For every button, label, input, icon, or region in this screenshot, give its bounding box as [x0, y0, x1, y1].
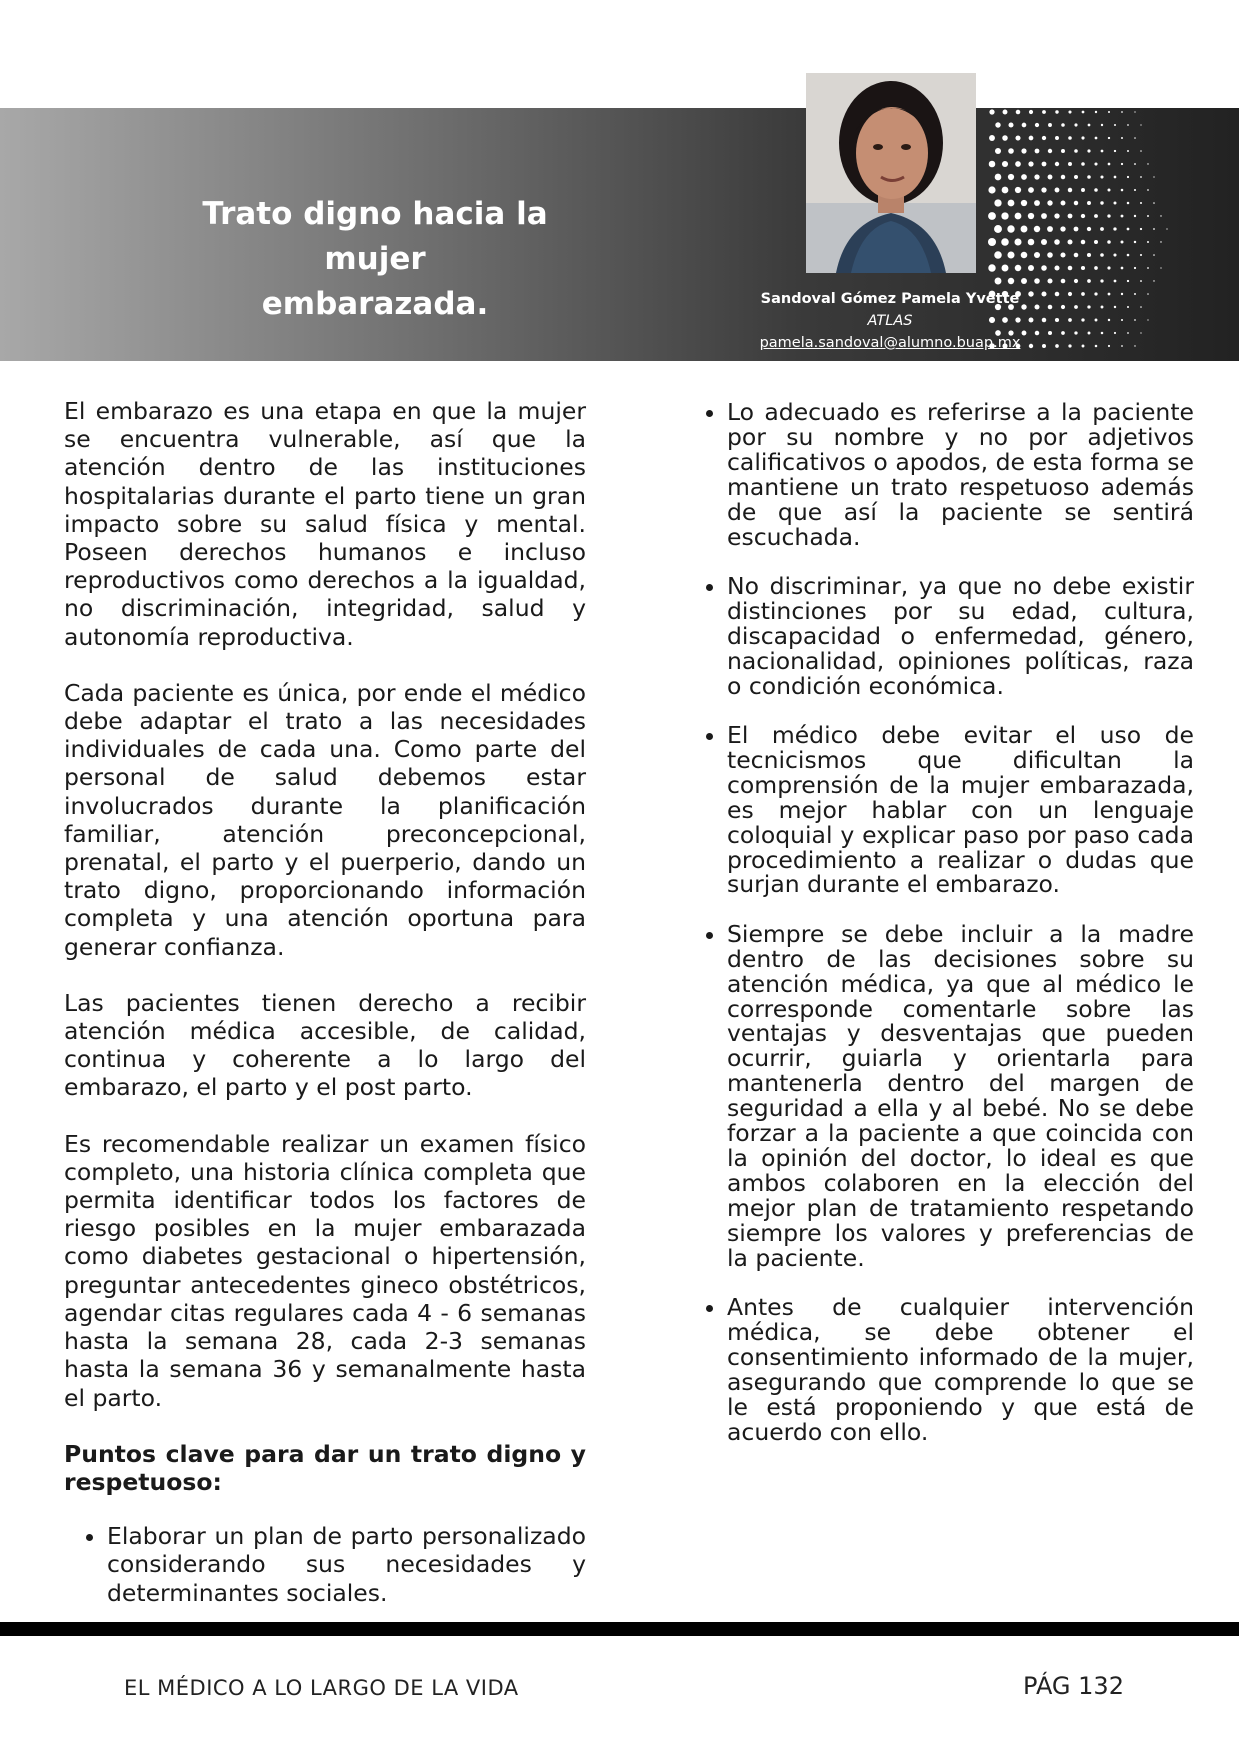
left-column [64, 397, 586, 1631]
author-block [720, 288, 1060, 354]
halftone-dot [1108, 293, 1111, 296]
halftone-dot [1042, 162, 1047, 167]
halftone-dot [1134, 137, 1136, 139]
paragraph: Cada paciente es única, por ende el médico debe adaptar el trato a las necesidades individuales de cada una. Como parte del personal de salud debemos estar involucrados durante la planificación familiar, atención preconcepcional, prenatal, el parto y el puerperio, dando un trato digno, proporcionando información completa y una atención oportuna para generar confianza. [64, 678, 586, 961]
halftone-dot [1074, 253, 1079, 258]
halftone-dot [1041, 265, 1047, 271]
halftone-dot [1048, 123, 1052, 127]
halftone-dot [1108, 111, 1110, 113]
halftone-dot [1094, 214, 1098, 218]
halftone-dot [1074, 331, 1077, 334]
halftone-dot [1008, 148, 1014, 154]
halftone-dot [1007, 225, 1014, 232]
halftone-dot [1107, 214, 1110, 217]
halftone-dot [1134, 241, 1136, 243]
halftone-dot [988, 264, 995, 271]
halftone-dot [1108, 137, 1110, 139]
halftone-dot [1061, 331, 1065, 335]
halftone-dot [1134, 163, 1136, 165]
halftone-dot [1061, 305, 1065, 309]
halftone-dot [1034, 200, 1040, 206]
halftone-dot [1087, 175, 1091, 179]
halftone-dot [1081, 240, 1086, 245]
halftone-dot [989, 109, 994, 114]
footer-divider [0, 1622, 1239, 1636]
halftone-dot [1048, 175, 1053, 180]
author-email-link[interactable]: pamela.sandoval@alumno.buap.mx [759, 335, 1021, 351]
halftone-dot [1002, 187, 1009, 194]
halftone-dot [1121, 241, 1124, 244]
halftone-dot [1153, 254, 1155, 256]
halftone-dot [1147, 215, 1149, 217]
halftone-dot [1114, 202, 1117, 205]
halftone-dot [1087, 149, 1090, 152]
halftone-dot [1016, 110, 1021, 115]
paragraph: El embarazo es una etapa en que la mujer se encuentra vulnerable, así que la atención dentro de las instituciones hospitalarias durante el parto tiene un gran impacto sobre su salud física y mental. Poseen derechos humanos e incluso reproductivos como derechos a la igualdad, no discriminación, integridad, salud y autonomía reproductiva. [64, 397, 586, 651]
halftone-dot [1081, 318, 1084, 321]
paragraph: Es recomendable realizar un examen físico completo, una historia clínica completa que permita identificar todos los factores de riesgo posibles en la mujer embarazada como diabetes gestacional o hipertensión, preguntar antecedentes gineco obstétricos, agendar citas regulares cada 4 - 6 semanas hasta la semana 28, cada 2-3 semanas hasta la semana 36 y semanalmente hasta el parto. [64, 1129, 586, 1412]
halftone-dot [1121, 111, 1123, 113]
halftone-dot [1054, 265, 1059, 270]
halftone-dot [1153, 228, 1155, 230]
halftone-dot [995, 174, 1002, 181]
halftone-dot [1047, 252, 1053, 258]
halftone-dot [1081, 136, 1084, 139]
list-item: • Antes de cualquier intervención médica, se debe obtener el consentimiento informado de la mujer, asegurando que comprende lo que se le está proponiendo y que está de acuerdo con ello. [727, 1295, 1194, 1444]
halftone-dot [1108, 163, 1111, 166]
halftone-dot [1015, 213, 1022, 220]
halftone-dot [994, 251, 1002, 259]
halftone-dot [1081, 292, 1085, 296]
list-item: • Lo adecuado es referirse a la paciente por su nombre y no por adjetivos calificativos o apodos, de esta forma se mantiene un trato respetuoso además de que así la paciente se sentirá escuchada. [727, 400, 1194, 549]
halftone-dot [1002, 161, 1008, 167]
halftone-dot [1140, 176, 1142, 178]
author-photo [806, 73, 976, 273]
key-points-list-continued [698, 400, 1194, 1444]
article-title-line2: embarazada. [261, 286, 489, 322]
halftone-dot [1153, 202, 1155, 204]
page-number: PÁG 132 [1023, 1672, 1124, 1700]
halftone-dot [1121, 345, 1123, 347]
halftone-dot [1034, 252, 1040, 258]
halftone-dot [1127, 280, 1129, 282]
halftone-dot [1008, 278, 1014, 284]
halftone-dot [1087, 201, 1091, 205]
halftone-dot [1127, 150, 1129, 152]
halftone-dot [1081, 214, 1085, 218]
halftone-dot [1054, 213, 1059, 218]
halftone-dot [988, 238, 996, 246]
halftone-dot [1114, 124, 1116, 126]
halftone-dot [1001, 238, 1009, 246]
halftone-dot [1127, 332, 1129, 334]
halftone-dot [1121, 189, 1124, 192]
halftone-dot [1035, 123, 1039, 127]
halftone-dot [1042, 110, 1046, 114]
halftone-dot [1060, 226, 1065, 231]
halftone-dot [1001, 212, 1008, 219]
halftone-dot [1147, 319, 1148, 320]
halftone-dot [1028, 187, 1034, 193]
halftone-dot [1087, 305, 1090, 308]
halftone-dot [1101, 150, 1104, 153]
halftone-dot [1114, 332, 1116, 334]
halftone-dot [1140, 202, 1142, 204]
halftone-dot [1029, 110, 1033, 114]
halftone-dot [1100, 175, 1103, 178]
halftone-dot [1003, 110, 1008, 115]
halftone-dot [1034, 278, 1040, 284]
halftone-dot [1160, 241, 1161, 242]
halftone-dot [1166, 228, 1167, 229]
halftone-dot [1087, 279, 1091, 283]
right-column [698, 400, 1194, 1469]
halftone-dot [1021, 252, 1028, 259]
halftone-dot [995, 148, 1001, 154]
halftone-dot [1021, 174, 1027, 180]
halftone-dot [1055, 136, 1059, 140]
halftone-dot [1107, 266, 1110, 269]
halftone-dot [1061, 279, 1066, 284]
halftone-dot [1127, 254, 1130, 257]
halftone-dot [989, 161, 996, 168]
halftone-dot [1007, 251, 1014, 258]
halftone-dot [988, 186, 995, 193]
halftone-dot [1095, 345, 1098, 348]
halftone-dot [1074, 201, 1078, 205]
halftone-dot [1134, 293, 1136, 295]
halftone-dot [1134, 319, 1136, 321]
halftone-dot [1047, 278, 1052, 283]
halftone-dot [1114, 280, 1117, 283]
halftone-dot [1074, 227, 1079, 232]
halftone-dot [1034, 174, 1039, 179]
halftone-dot [1121, 319, 1123, 321]
halftone-dot [1028, 265, 1034, 271]
halftone-dot [1061, 123, 1065, 127]
halftone-dot [1100, 201, 1103, 204]
halftone-dot [1147, 241, 1149, 243]
halftone-dot [1015, 187, 1021, 193]
halftone-dot [989, 135, 995, 141]
halftone-dot [1074, 149, 1078, 153]
halftone-dot [1134, 111, 1135, 112]
halftone-dot [1034, 226, 1040, 232]
halftone-dot [1035, 149, 1040, 154]
halftone-dot [1140, 306, 1142, 308]
halftone-dot [1068, 292, 1072, 296]
halftone-dot [1140, 124, 1141, 125]
halftone-dot [1061, 149, 1065, 153]
halftone-dot [1021, 278, 1027, 284]
halftone-dot [1094, 162, 1097, 165]
halftone-dot [1160, 215, 1161, 216]
halftone-dot [1127, 202, 1130, 205]
halftone-dot [1029, 136, 1034, 141]
halftone-dot [1107, 188, 1110, 191]
halftone-dot [1121, 267, 1124, 270]
halftone-dot [1015, 265, 1021, 271]
halftone-dot [1054, 239, 1060, 245]
halftone-dot [1147, 163, 1148, 164]
author-name: Sandoval Gómez Pamela Yvette [760, 291, 1020, 307]
article-title [150, 192, 600, 327]
halftone-dot [1060, 252, 1065, 257]
halftone-dot [1082, 345, 1085, 348]
halftone-dot [1015, 135, 1020, 140]
halftone-dot [995, 278, 1002, 285]
halftone-dot [1140, 332, 1141, 333]
halftone-dot [1042, 136, 1046, 140]
article-title-line1: Trato digno hacia la mujer [202, 196, 548, 277]
halftone-dot [1095, 111, 1097, 113]
halftone-dot [994, 199, 1001, 206]
paragraph: Las pacientes tienen derecho a recibir atención médica accesible, de calidad, continua y coherente a lo largo del embarazo, el parto y el post parto. [64, 988, 586, 1102]
halftone-dot [1087, 253, 1091, 257]
halftone-dot [1147, 293, 1149, 295]
halftone-dot [1108, 345, 1110, 347]
author-affiliation: ATLAS [867, 313, 913, 329]
halftone-dot [1068, 162, 1072, 166]
halftone-dot [1113, 227, 1116, 230]
key-points-list [64, 1522, 586, 1607]
halftone-dot [1121, 293, 1123, 295]
list-item: • Siempre se debe incluir a la madre dentro de las decisiones sobre su atención médica, ya que al médico le corresponde comentarle sobre las ventajas y desventajas que pueden ocurrir, guiarla y orientarla para mantenerla dentro del margen de seguridad a ella y al bebé. No se debe forzar a la paciente a que coincida con la opinión del doctor, lo ideal es que ambos colaboren en la elección del mejor plan de tratamiento respetando siempre los valores y preferencias de la paciente. [727, 922, 1194, 1271]
publication-name: EL MÉDICO A LO LARGO DE LA VIDA [124, 1676, 519, 1700]
halftone-dot [1021, 226, 1028, 233]
halftone-dot [1068, 110, 1071, 113]
halftone-dot [1068, 344, 1071, 347]
halftone-dot [1081, 188, 1085, 192]
halftone-dot [1127, 176, 1129, 178]
halftone-dot [1094, 292, 1097, 295]
halftone-dot [1140, 228, 1142, 230]
halftone-dot [1021, 148, 1026, 153]
halftone-dot [1127, 306, 1129, 308]
halftone-dot [1121, 137, 1123, 139]
halftone-dot [1047, 200, 1052, 205]
halftone-dot [1121, 215, 1124, 218]
key-points-heading: Puntos clave para dar un trato digno y respetuoso: [64, 1439, 586, 1496]
halftone-dot [1068, 214, 1073, 219]
halftone-dot [1008, 174, 1014, 180]
halftone-dot [1028, 239, 1035, 246]
halftone-dot [1074, 305, 1078, 309]
halftone-dot [1095, 319, 1098, 322]
halftone-dot [1147, 267, 1149, 269]
halftone-dot [1114, 176, 1117, 179]
halftone-dot [1114, 306, 1116, 308]
halftone-dot [1087, 227, 1091, 231]
halftone-dot [1094, 188, 1098, 192]
halftone-dot [1028, 161, 1033, 166]
halftone-dot [1134, 345, 1135, 346]
halftone-dot [1100, 227, 1104, 231]
halftone-dot [1134, 267, 1136, 269]
halftone-dot [1074, 175, 1078, 179]
halftone-dot [1008, 122, 1013, 127]
halftone-dot [1127, 228, 1130, 231]
halftone-dot [1107, 240, 1111, 244]
halftone-dot [1147, 189, 1149, 191]
list-item: • El médico debe evitar el uso de tecnicismos que dificultan la comprensión de la mujer embarazada, es mejor hablar con un lenguaje coloquial y explicar paso por paso cada procedimiento a realizar o dudas que surjan durante el embarazo. [727, 723, 1194, 897]
halftone-dot [1095, 137, 1098, 140]
halftone-dot [1068, 188, 1072, 192]
halftone-dot [1055, 110, 1058, 113]
halftone-dot [1101, 124, 1103, 126]
halftone-dot [1160, 267, 1161, 268]
halftone-dot [1108, 319, 1110, 321]
halftone-dot [1068, 318, 1072, 322]
halftone-dot [1014, 238, 1021, 245]
halftone-dot [1114, 150, 1116, 152]
halftone-dot [1121, 163, 1123, 165]
halftone-dot [1140, 150, 1142, 152]
list-item: • Elaborar un plan de parto personalizado considerando sus necesidades y determinantes sociales. [107, 1522, 586, 1607]
halftone-dot [1068, 136, 1072, 140]
halftone-dot [1094, 266, 1098, 270]
halftone-dot [1088, 124, 1091, 127]
halftone-dot [1153, 280, 1154, 281]
halftone-dot [1002, 135, 1008, 141]
halftone-dot [1055, 162, 1059, 166]
halftone-dot [1134, 189, 1136, 191]
halftone-dot [1041, 187, 1046, 192]
halftone-dot [1088, 332, 1091, 335]
halftone-dot [1101, 306, 1104, 309]
halftone-dot [1140, 254, 1142, 256]
halftone-dot [988, 212, 996, 220]
halftone-dot [1047, 226, 1053, 232]
halftone-dot [1081, 162, 1085, 166]
halftone-dot [1048, 149, 1052, 153]
halftone-dot [1140, 280, 1142, 282]
halftone-dot [1067, 239, 1072, 244]
halftone-dot [1101, 332, 1104, 335]
list-item: • No discriminar, ya que no debe existir distinciones por su edad, cultura, discapacidad o enfermedad, género, nacionalidad, opiniones políticas, raza o condición económica. [727, 574, 1194, 699]
halftone-dot [1021, 200, 1027, 206]
halftone-dot [1022, 123, 1027, 128]
halftone-dot [1082, 111, 1085, 114]
halftone-dot [1061, 201, 1066, 206]
halftone-dot [1153, 176, 1154, 177]
halftone-dot [1028, 213, 1034, 219]
halftone-dot [1041, 213, 1047, 219]
halftone-dot [1081, 266, 1085, 270]
halftone-dot [1061, 175, 1065, 179]
halftone-dot [1100, 279, 1103, 282]
halftone-dot [1094, 240, 1098, 244]
halftone-dot [1113, 253, 1116, 256]
halftone-dot [1008, 200, 1015, 207]
halftone-dot [1041, 239, 1047, 245]
halftone-dot [1074, 123, 1077, 126]
halftone-dot [994, 225, 1002, 233]
halftone-dot [1002, 265, 1009, 272]
halftone-dot [1068, 266, 1073, 271]
halftone-dot [995, 122, 1000, 127]
halftone-dot [1100, 253, 1104, 257]
halftone-dot [1055, 188, 1060, 193]
halftone-dot [1127, 124, 1129, 126]
halftone-dot [1074, 279, 1078, 283]
halftone-dot [1134, 215, 1136, 217]
halftone-dot [1015, 161, 1021, 167]
